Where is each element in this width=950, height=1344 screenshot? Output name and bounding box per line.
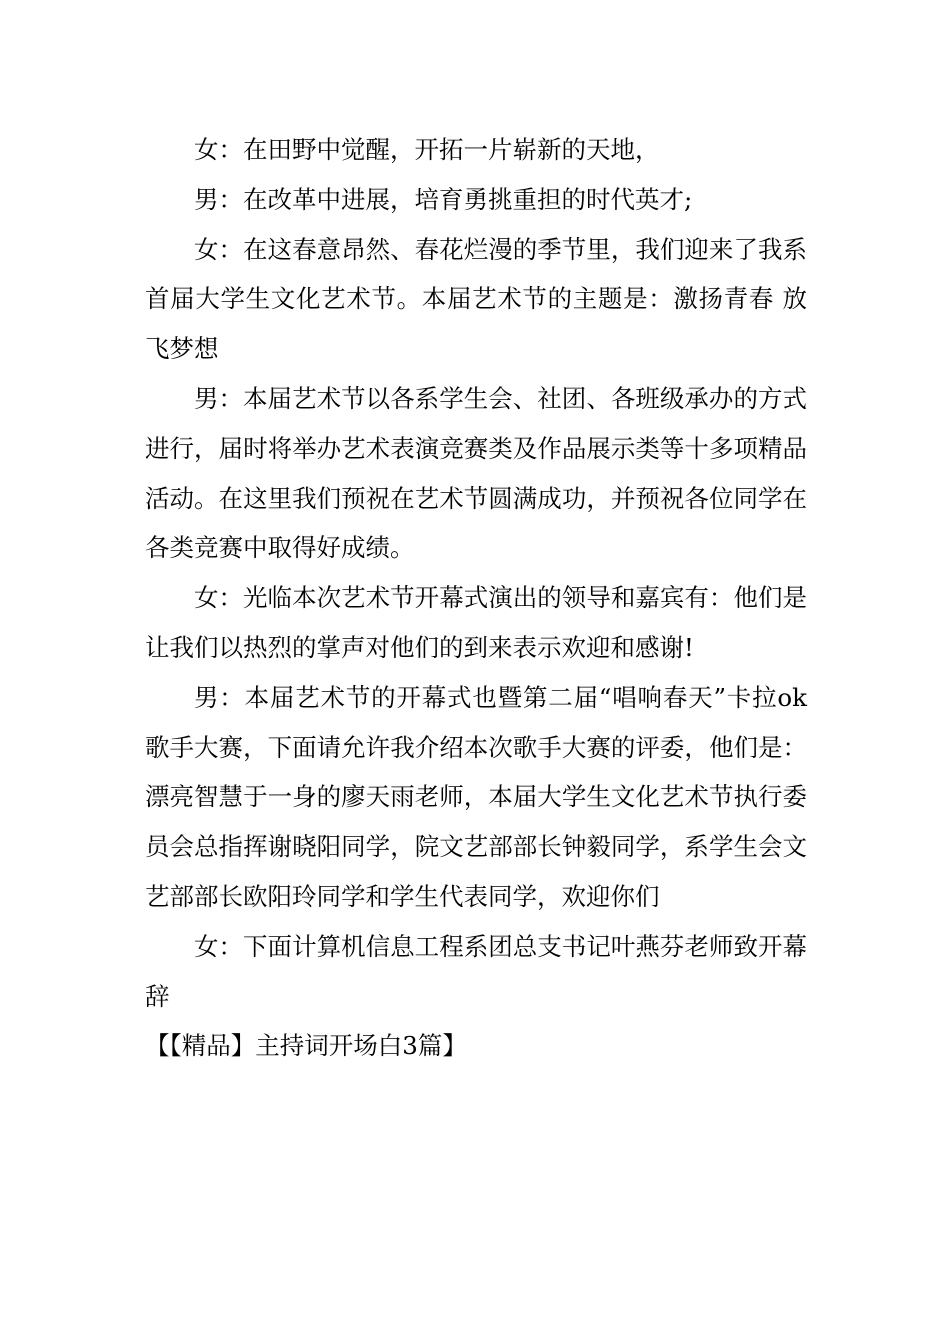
document-footer-title: 【【精品】主持词开场白3篇】	[145, 1031, 467, 1061]
paragraph-4: 男：本届艺术节以各系学生会、社团、各班级承办的方式进行，届时将举办艺术表演竞赛类及作品展示类等十多项精品活动。在这里我们预祝在艺术节圆满成功，并预祝各位同学在各类竞赛中取得好成绩。	[145, 383, 807, 563]
document-body	[145, 125, 807, 1071]
paragraph-2: 男：在改革中进展，培育勇挑重担的时代英才;	[194, 184, 693, 214]
paragraph-5: 女：光临本次艺术节开幕式演出的领导和嘉宾有：他们是让我们以热烈的掌声对他们的到来表示欢迎和感谢!	[145, 583, 807, 662]
paragraph-6: 男：本届艺术节的开幕式也暨第二届“唱响春天”卡拉ok歌手大赛，下面请允许我介绍本次歌手大赛的评委，他们是：漂亮智慧于一身的廖天雨老师，本届大学生文化艺术节执行委员会总指挥谢晓阳同学，院文艺部部长钟毅同学，系学生会文艺部部长欧阳玲同学和学生代表同学，欢迎你们	[145, 682, 807, 911]
paragraph-1: 女：在田野中觉醒，开拓一片崭新的天地，	[194, 135, 660, 164]
paragraph-7: 女：下面计算机信息工程系团总支书记叶燕芬老师致开幕辞	[145, 931, 807, 1011]
paragraph-3: 女：在这春意昂然、春花烂漫的季节里，我们迎来了我系首届大学生文化艺术节。本届艺术节的主题是：激扬青春 放飞梦想	[145, 234, 807, 364]
